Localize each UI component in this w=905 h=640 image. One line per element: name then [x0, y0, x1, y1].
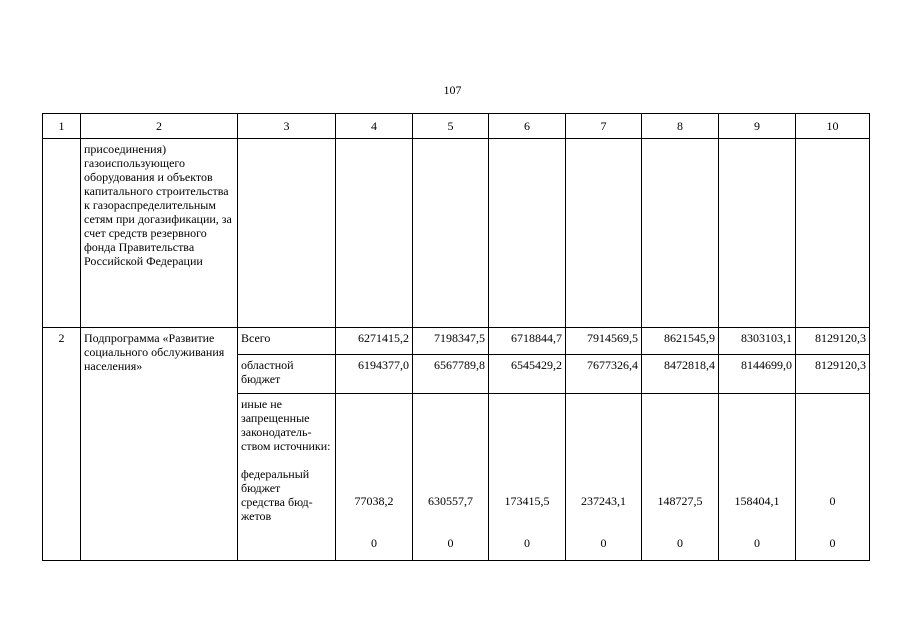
value-cell: [489, 394, 566, 561]
budget-value: 0: [371, 536, 377, 550]
header-cell: 3: [238, 114, 336, 139]
value-cell: [796, 394, 870, 561]
header-cell: 10: [796, 114, 870, 139]
value-cell: 7677326,4: [566, 355, 642, 394]
value-cell: [719, 394, 796, 561]
continuation-row: [43, 139, 870, 328]
budget-value: 0: [600, 536, 607, 550]
municipal-budget-label: средства бюд-жетов: [241, 495, 313, 523]
value-cell: [642, 394, 719, 561]
budget-table: [42, 113, 870, 561]
header-cell: 9: [719, 114, 796, 139]
federal-value: 0: [829, 494, 836, 508]
value-cell: 6718844,7: [489, 328, 566, 355]
value-cell: 8303103,1: [719, 328, 796, 355]
federal-value: 148727,5: [657, 494, 703, 508]
value-cell: 7914569,5: [566, 328, 642, 355]
value-cell: 6545429,2: [489, 355, 566, 394]
table-row: [43, 328, 870, 355]
value-cell: 8472818,4: [642, 355, 719, 394]
source-label: областной бюджет: [238, 355, 336, 394]
page-number: 107: [443, 83, 462, 97]
budget-value: 0: [677, 536, 683, 550]
value-cell: [413, 394, 489, 561]
federal-value: 630557,7: [428, 494, 473, 508]
value-cell: 7198347,5: [413, 328, 489, 355]
budget-value: 0: [524, 536, 530, 550]
budget-value: 0: [829, 536, 836, 550]
other-sources-cell: [238, 394, 336, 561]
value-cell: 8129120,3: [796, 328, 870, 355]
budget-value: 0: [754, 536, 760, 550]
federal-value: 77038,2: [354, 494, 394, 508]
header-cell: 2: [81, 114, 238, 139]
value-cell: 8144699,0: [719, 355, 796, 394]
subprogram-number: 2: [43, 328, 81, 561]
federal-value: 158404,1: [734, 494, 780, 508]
value-cell: 6194377,0: [336, 355, 413, 394]
header-cell: 4: [336, 114, 413, 139]
source-label: Всего: [238, 328, 336, 355]
header-cell: 8: [642, 114, 719, 139]
value-cell: 6567789,8: [413, 355, 489, 394]
continuation-description: присоединения) газоиспользующего оборудования и объектов капитального строительства к газораспределительным сетям при догазификации, за счет средств резервного фонда Правительства Российской Федерации: [81, 139, 238, 328]
value-cell: 6271415,2: [336, 328, 413, 355]
header-cell: 1: [43, 114, 81, 139]
value-cell: 8129120,3: [796, 355, 870, 394]
value-cell: [336, 394, 413, 561]
federal-budget-label: федеральный бюджет: [241, 467, 310, 495]
subprogram-name: Подпрограмма «Развитие социального обслуживания населения»: [81, 328, 238, 561]
header-cell: 7: [566, 114, 642, 139]
header-row: [43, 114, 870, 139]
header-cell: 5: [413, 114, 489, 139]
header-cell: 6: [489, 114, 566, 139]
value-cell: 8621545,9: [642, 328, 719, 355]
budget-value: 0: [447, 536, 454, 550]
federal-value: 237243,1: [581, 494, 626, 508]
other-sources-label: иные не запрещенные законодатель-ством источники:: [241, 397, 331, 453]
federal-value: 173415,5: [504, 494, 550, 508]
value-cell: [566, 394, 642, 561]
